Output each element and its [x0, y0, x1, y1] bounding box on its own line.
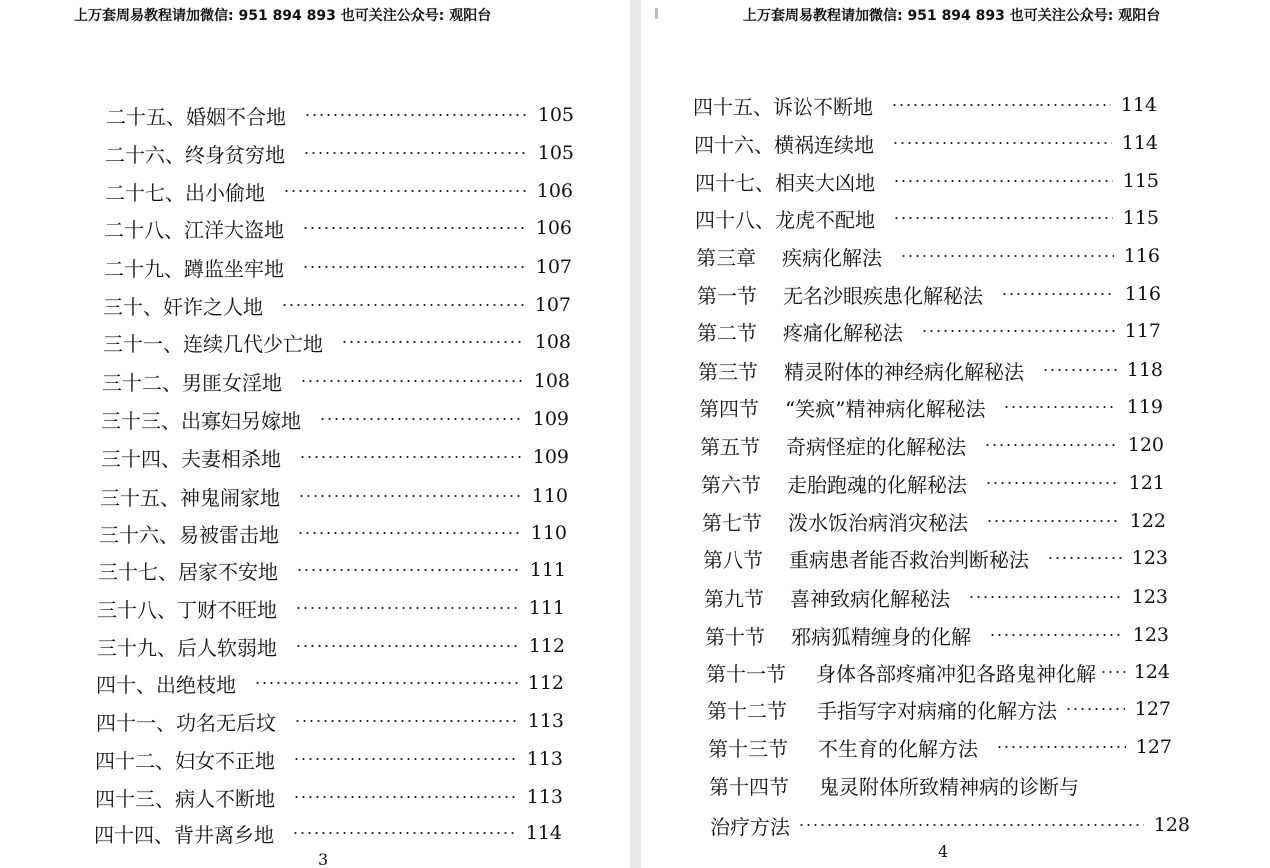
toc-section-label: 第十节: [705, 624, 765, 649]
toc-entry[interactable]: [96, 668, 564, 698]
dot-leader: [985, 482, 1119, 484]
toc-entry[interactable]: [701, 468, 1165, 498]
toc-entry-page: 122: [1129, 510, 1166, 532]
toc-entry[interactable]: [697, 279, 1161, 309]
toc-entry-title: [697, 317, 903, 346]
dot-leader: [292, 832, 516, 834]
page-number: 4: [938, 842, 949, 861]
toc-entry-title: [697, 280, 983, 309]
toc-entry-page: 109: [532, 446, 569, 468]
toc-entry-page: 107: [535, 256, 572, 278]
toc-entry-title: 四十八、龙虎不配地: [695, 207, 875, 232]
toc-entry-title: 四十二、妇女不正地: [95, 748, 275, 773]
toc-entry-title: 三十八、丁财不旺地: [97, 597, 277, 622]
toc-section-label: 第九节: [704, 586, 764, 611]
toc-entry-title: [706, 658, 1096, 687]
toc-entry[interactable]: [695, 203, 1159, 233]
toc-entry-page: 127: [1134, 698, 1171, 720]
toc-entry-page: 113: [526, 786, 563, 808]
toc-entry-page: 108: [534, 331, 571, 353]
toc-entry-page: 118: [1126, 359, 1163, 381]
dot-leader: [300, 380, 524, 382]
dot-leader: [299, 456, 523, 458]
toc-entry-title: [699, 393, 985, 422]
toc-entry-title: 四十三、病人不断地: [95, 786, 275, 811]
toc-section-title: 疾病化解法: [782, 245, 882, 270]
toc-entry[interactable]: [97, 631, 565, 661]
toc-entry[interactable]: [707, 694, 1171, 724]
dot-leader: [293, 796, 517, 798]
toc-entry[interactable]: [710, 810, 1190, 840]
toc-entry[interactable]: [709, 770, 1173, 800]
toc-entry-page: 127: [1135, 736, 1172, 758]
toc-entry-page: 109: [532, 408, 569, 430]
toc-section-title: 走胎跑魂的化解秘法: [787, 472, 967, 497]
toc-entry-title: 四十七、相夹大凶地: [695, 170, 875, 195]
toc-entry[interactable]: [698, 355, 1163, 385]
toc-entry[interactable]: [699, 392, 1163, 422]
toc-section-title: 不生育的化解方法: [818, 736, 978, 761]
toc-entry[interactable]: [700, 430, 1164, 460]
dot-leader: [893, 217, 1113, 219]
toc-section-label: 第五节: [700, 434, 760, 459]
toc-entry-page: 112: [528, 635, 565, 657]
toc-entry-page: 113: [527, 710, 564, 732]
toc-entry[interactable]: [103, 290, 571, 320]
toc-entry[interactable]: [104, 252, 572, 282]
toc-entry-title: [700, 431, 966, 460]
toc-entry-page: 110: [530, 522, 567, 544]
toc-entry-title: [708, 733, 978, 762]
toc-entry[interactable]: [95, 744, 563, 774]
toc-entry-page: 108: [533, 370, 570, 392]
toc-entry-page: 115: [1122, 170, 1159, 192]
toc-section-label: 第八节: [703, 547, 763, 572]
dot-leader: [984, 444, 1118, 446]
dot-leader: [295, 645, 519, 647]
toc-entry-title: 二十八、江洋大盗地: [104, 217, 284, 242]
toc-entry-title: 三十五、神鬼闹家地: [100, 485, 280, 510]
toc-entry[interactable]: [105, 138, 574, 168]
dot-leader: [1042, 369, 1117, 371]
dot-leader: [900, 255, 1114, 257]
toc-entry[interactable]: [705, 620, 1169, 650]
dot-leader: [798, 824, 1144, 826]
dot-leader: [298, 495, 522, 497]
toc-entry-title: 三十、奸诈之人地: [103, 294, 263, 319]
toc-entry[interactable]: [696, 241, 1160, 271]
toc-entry[interactable]: [96, 706, 564, 736]
toc-section-label: 第三节: [698, 359, 758, 384]
toc-entry-page: 117: [1124, 320, 1161, 342]
header-watermark: 上万套周易教程请加微信: 951 894 893 也可关注公众号: 观阳台: [743, 8, 1161, 24]
right-page: [641, 0, 1270, 868]
toc-section-title: 奇病怪症的化解秘法: [786, 434, 966, 459]
toc-entry-title: 二十七、出小偷地: [105, 180, 265, 205]
toc-entry-page: 111: [528, 597, 565, 619]
toc-entry[interactable]: [697, 316, 1161, 346]
toc-list-left: [0, 0, 630, 868]
toc-entry-title: [696, 242, 882, 271]
dot-leader: [989, 634, 1123, 636]
dot-leader: [986, 520, 1120, 522]
toc-entry-title: [698, 356, 1024, 385]
toc-entry-title: 四十四、背井离乡地: [94, 822, 274, 847]
toc-section-label: 第一节: [697, 283, 757, 308]
toc-entry-title: 四十一、功名无后坟: [96, 710, 276, 735]
dot-leader: [1001, 293, 1115, 295]
dot-leader: [1100, 671, 1130, 673]
toc-entry[interactable]: [101, 404, 569, 434]
dot-leader: [996, 746, 1126, 748]
toc-entry-page: 114: [1120, 94, 1157, 116]
toc-section-label: 第四节: [699, 396, 759, 421]
toc-entry-page: 114: [1121, 132, 1158, 154]
toc-entry-title: 三十三、出寡妇另嫁地: [101, 408, 301, 433]
toc-entry[interactable]: [704, 582, 1168, 612]
dot-leader: [319, 418, 523, 420]
toc-entry-page: 120: [1127, 434, 1164, 456]
toc-entry-title: 四十五、诉讼不断地: [693, 94, 873, 119]
toc-list-right: [641, 0, 1270, 868]
dot-leader: [254, 682, 518, 684]
dot-leader: [968, 596, 1122, 598]
toc-entry[interactable]: [694, 128, 1158, 158]
toc-section-title: 泼水饭治病消灾秘法: [788, 510, 968, 535]
toc-entry[interactable]: [708, 732, 1172, 762]
toc-entry-title: 三十七、居家不安地: [98, 559, 278, 584]
toc-entry-title: [704, 583, 950, 612]
dot-leader: [892, 142, 1112, 144]
dot-leader: [341, 341, 525, 343]
toc-entry-title: 二十九、蹲监坐牢地: [104, 256, 284, 281]
dot-leader: [921, 330, 1115, 332]
toc-section-title: 精灵附体的神经病化解秘法: [784, 359, 1024, 384]
toc-entry-title: [705, 621, 971, 650]
dot-leader: [303, 152, 528, 154]
toc-entry-title: [709, 771, 1079, 800]
toc-entry-page: 123: [1131, 586, 1168, 608]
toc-section-label: 第十二节: [707, 698, 787, 723]
dot-leader: [302, 227, 526, 229]
toc-section-label: 第三章: [696, 245, 756, 270]
page-number: 3: [318, 850, 329, 868]
toc-section-label: 第十四节: [709, 774, 789, 799]
toc-entry-page: 123: [1131, 547, 1168, 569]
toc-entry[interactable]: [104, 213, 572, 243]
dot-leader: [1065, 708, 1125, 710]
toc-entry-page: 115: [1122, 207, 1159, 229]
toc-section-title: 疼痛化解秘法: [783, 320, 903, 345]
toc-entry[interactable]: [702, 506, 1166, 536]
toc-entry-title: [703, 544, 1029, 573]
dot-leader: [1047, 557, 1122, 559]
toc-entry[interactable]: [693, 90, 1157, 120]
toc-entry-title: [702, 507, 968, 536]
dot-leader: [294, 720, 518, 722]
toc-entry-title: 四十、出绝枝地: [96, 672, 236, 697]
dot-leader: [302, 266, 526, 268]
dot-leader: [293, 758, 517, 760]
toc-entry-page: 119: [1126, 396, 1163, 418]
dot-leader: [283, 190, 527, 192]
toc-entry-title: [707, 695, 1057, 724]
toc-entry[interactable]: [94, 818, 562, 848]
toc-section-label: 第六节: [701, 472, 761, 497]
toc-entry-title: 三十六、易被雷击地: [99, 522, 279, 547]
toc-entry[interactable]: [695, 166, 1159, 196]
toc-entry[interactable]: [706, 657, 1170, 687]
toc-entry-title: 四十六、横祸连续地: [694, 132, 874, 157]
toc-entry[interactable]: [105, 176, 573, 206]
toc-section-title: 重病患者能否救治判断秘法: [789, 547, 1029, 572]
toc-entry-page: 128: [1153, 814, 1190, 836]
toc-section-title: 喜神致病化解秘法: [790, 586, 950, 611]
toc-entry-page: 111: [529, 559, 566, 581]
dot-leader: [296, 569, 520, 571]
toc-entry-page: 110: [531, 485, 568, 507]
toc-entry-page: 121: [1128, 472, 1165, 494]
toc-entry[interactable]: [97, 593, 565, 623]
toc-entry-title: 二十六、终身贫穷地: [105, 142, 285, 167]
toc-entry-title: 三十一、连续几代少亡地: [103, 331, 323, 356]
toc-entry[interactable]: [106, 100, 574, 130]
toc-section-title: 手指写字对病痛的化解方法: [817, 698, 1057, 723]
toc-entry[interactable]: [703, 543, 1168, 573]
toc-entry-page: 112: [527, 672, 564, 694]
dot-leader: [893, 180, 1113, 182]
toc-entry-page: 105: [537, 142, 574, 164]
toc-entry-page: 106: [536, 180, 573, 202]
toc-section-label: 第二节: [697, 320, 757, 345]
left-page: [0, 0, 630, 868]
dot-leader: [1003, 406, 1116, 408]
toc-entry-title: [701, 469, 967, 498]
dot-leader: [281, 304, 525, 306]
toc-entry-page: 106: [535, 217, 572, 239]
toc-entry-page: 114: [525, 822, 562, 844]
toc-section-label: 第十三节: [708, 736, 788, 761]
toc-entry-page: 107: [534, 294, 571, 316]
toc-entry-page: 105: [537, 104, 574, 126]
toc-entry[interactable]: [95, 782, 563, 812]
toc-entry-page: 116: [1123, 245, 1160, 267]
toc-entry[interactable]: [103, 327, 571, 357]
toc-entry-page: 124: [1133, 661, 1170, 683]
toc-section-title: 无名沙眼疾患化解秘法: [783, 283, 983, 308]
toc-section-label: 第七节: [702, 510, 762, 535]
toc-entry-page: 123: [1132, 624, 1169, 646]
toc-entry[interactable]: [102, 366, 570, 396]
dot-leader: [295, 607, 519, 609]
toc-entry-title: 三十九、后人软弱地: [97, 635, 277, 660]
toc-section-title: 邪病狐精缠身的化解: [791, 624, 971, 649]
dot-leader: [304, 114, 528, 116]
toc-section-title: 身体各部疼痛冲犯各路鬼神化解: [816, 661, 1096, 686]
toc-entry[interactable]: [99, 518, 567, 548]
header-watermark: 上万套周易教程请加微信: 951 894 893 也可关注公众号: 观阳台: [74, 8, 492, 24]
toc-entry-page: 116: [1124, 283, 1161, 305]
dot-leader: [891, 104, 1111, 106]
toc-section-title: “笑疯”精神病化解秘法: [785, 396, 986, 421]
toc-section-label: 第十一节: [706, 661, 786, 686]
toc-entry-title: 三十二、男匪女淫地: [102, 370, 282, 395]
toc-entry-title: 三十四、夫妻相杀地: [101, 446, 281, 471]
toc-entry[interactable]: [100, 481, 568, 511]
toc-entry[interactable]: [98, 555, 566, 585]
toc-entry-title: 治疗方法: [710, 814, 790, 839]
toc-entry-title: 二十五、婚姻不合地: [106, 104, 286, 129]
toc-entry[interactable]: [101, 442, 569, 472]
dot-leader: [297, 532, 521, 534]
toc-section-title: 鬼灵附体所致精神病的诊断与: [819, 774, 1079, 799]
toc-entry-page: 113: [526, 748, 563, 770]
